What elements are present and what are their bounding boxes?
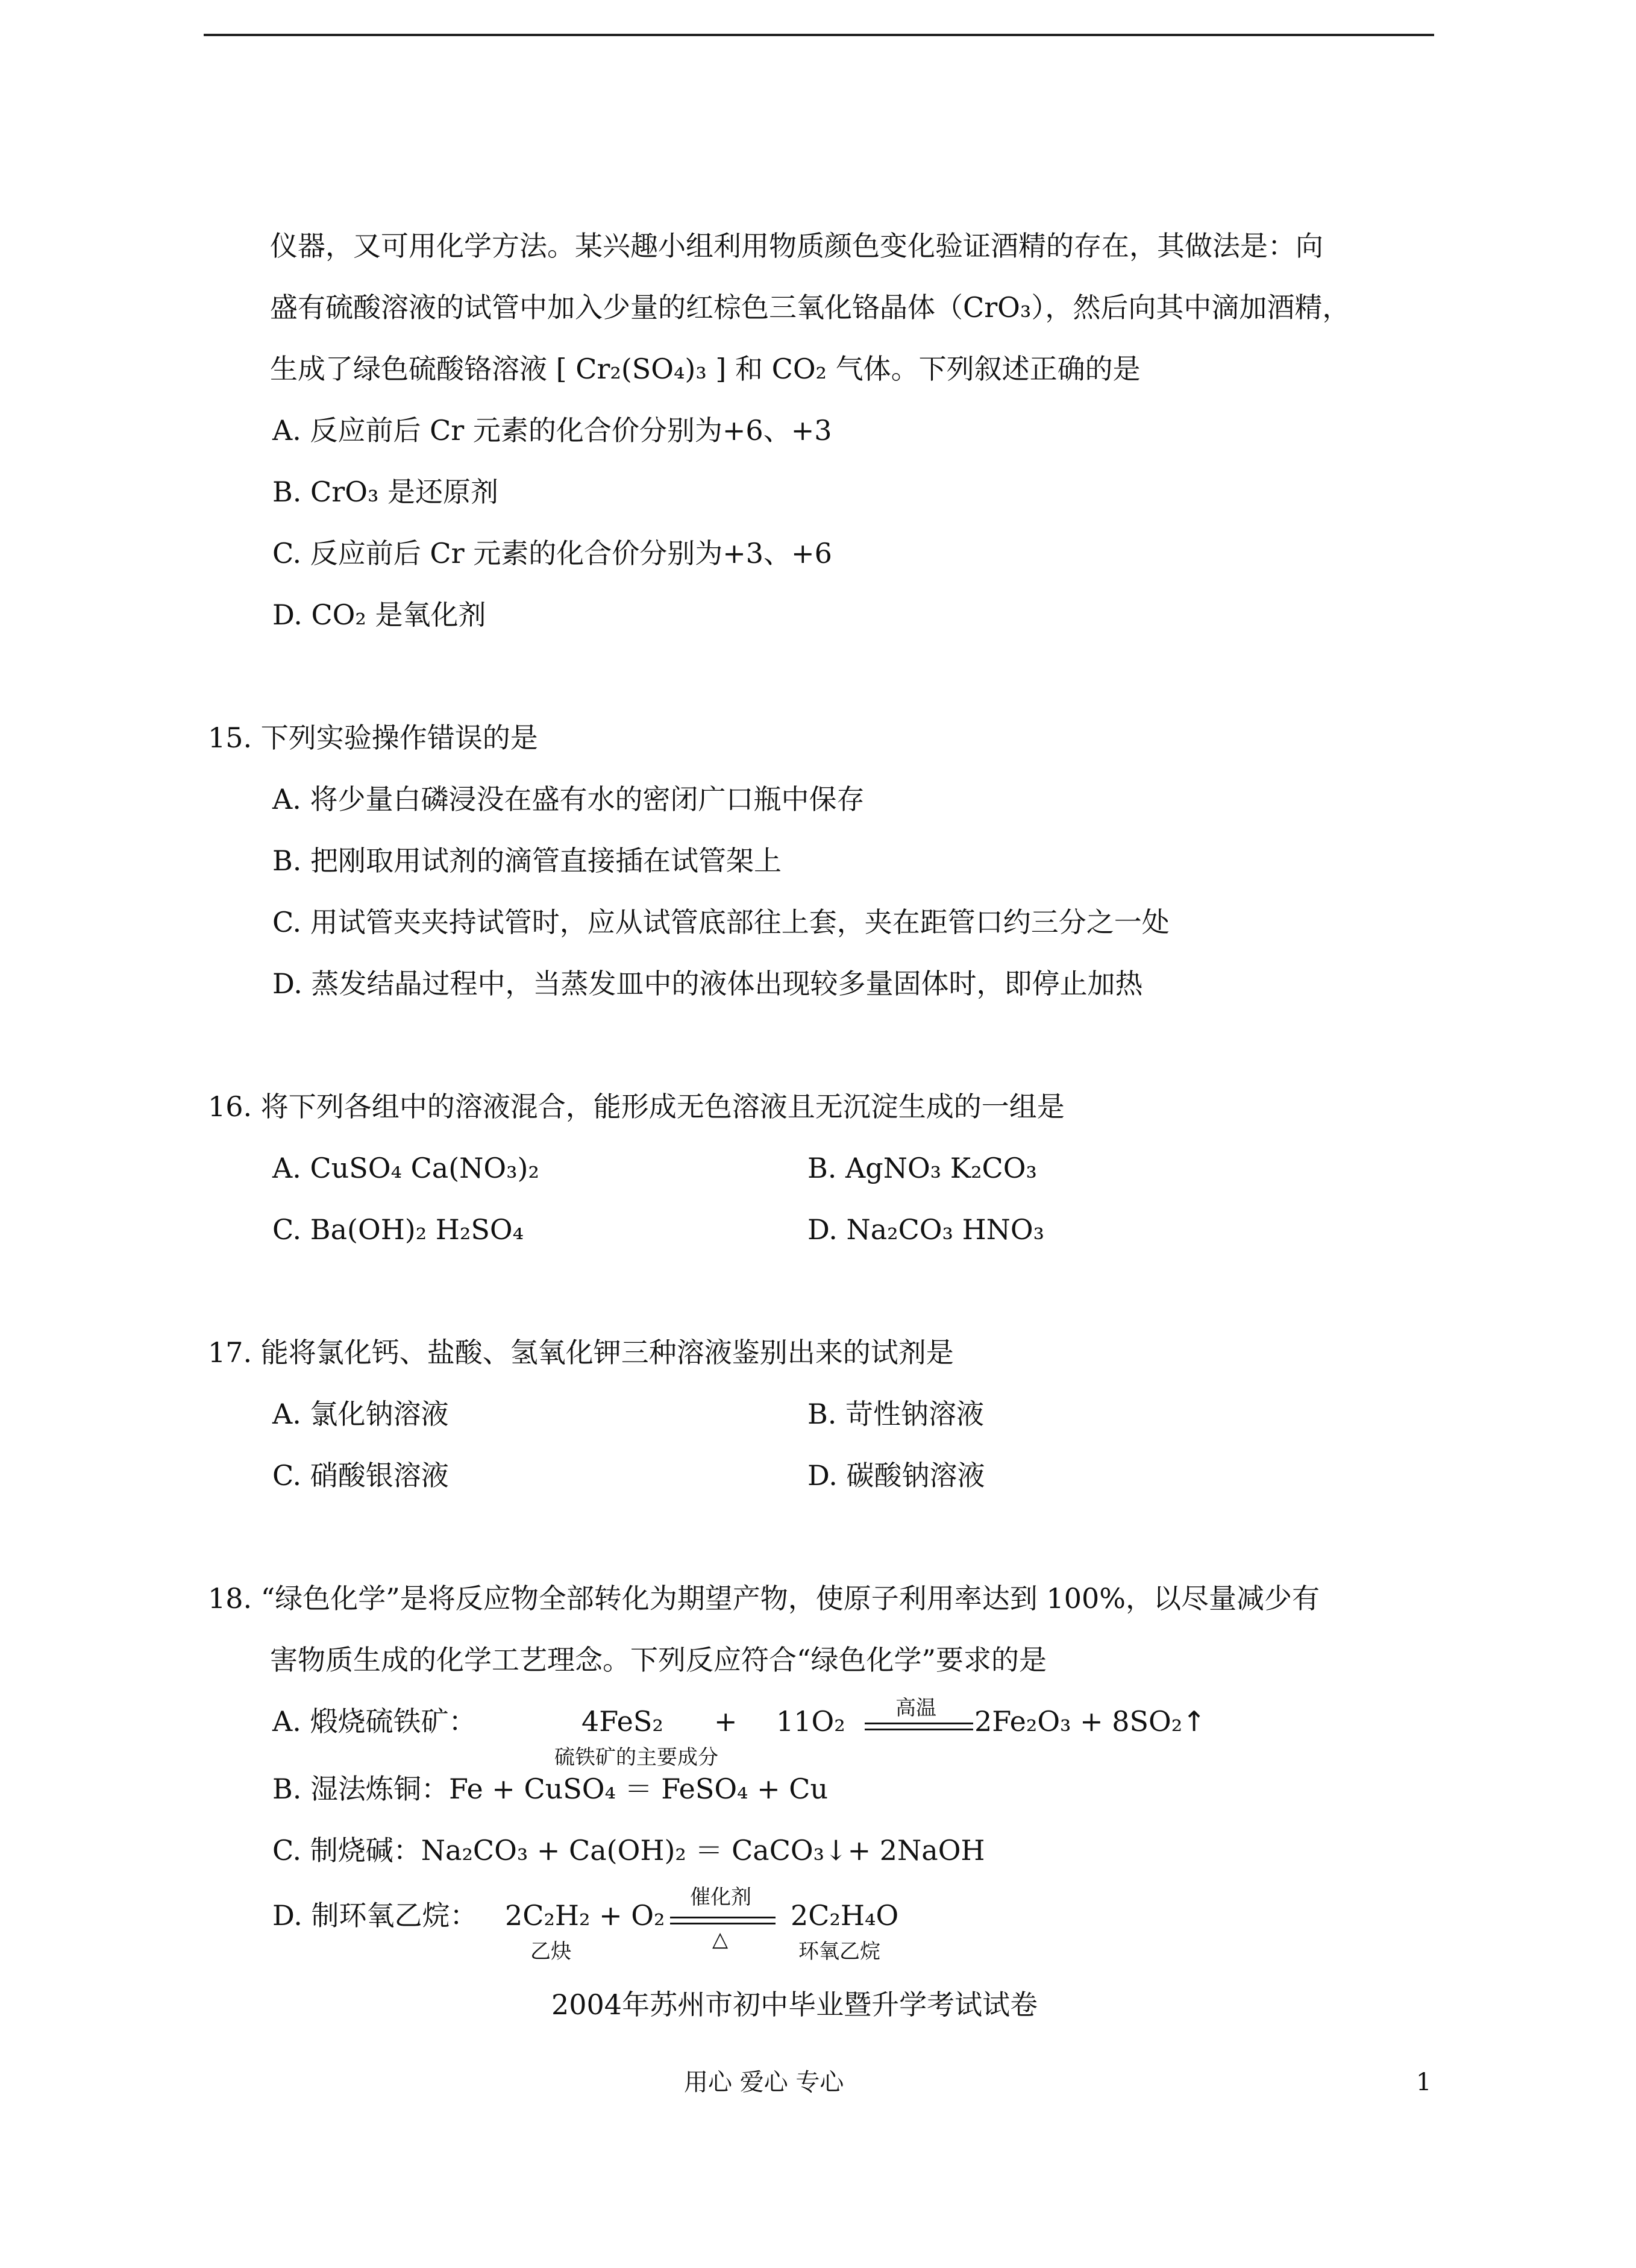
intro-option-c: C. 反应前后 Cr 元素的化合价分别为+3、+6 [272, 537, 832, 570]
q18-option-a-label: A. 煅烧硫铁矿： [272, 1705, 477, 1738]
q16-stem: 16. 将下列各组中的溶液混合，能形成无色溶液且无沉淀生成的一组是 [208, 1090, 1065, 1123]
intro-line-2: 盛有硫酸溶液的试管中加入少量的红棕色三氧化铬晶体（CrO₃），然后向其中滴加酒精， [270, 291, 1350, 324]
q18-stem-line-2: 害物质生成的化学工艺理念。下列反应符合“绿色化学”要求的是 [270, 1644, 1047, 1676]
q17-option-c: C. 硝酸银溶液 [272, 1459, 449, 1492]
q18-a-condition-high-temp: 高温 [895, 1696, 936, 1720]
exam-title: 2004年苏州市初中毕业暨升学考试试卷 [551, 1988, 1038, 2021]
q18-a-products: 2Fe₂O₃ + 8SO₂↑ [974, 1703, 1206, 1739]
q18-a-equals-bar-bottom [865, 1729, 973, 1730]
intro-option-b: B. CrO₃ 是还原剂 [272, 476, 499, 508]
q18-option-b: B. 湿法炼铜：Fe + CuSO₄ ＝ FeSO₄ + Cu [272, 1773, 829, 1805]
q17-option-b: B. 苛性钠溶液 [807, 1398, 985, 1430]
intro-option-a: A. 反应前后 Cr 元素的化合价分别为+6、+3 [272, 414, 832, 447]
gas-arrow-icon: ↑ [1182, 1705, 1206, 1738]
page-number: 1 [1416, 2069, 1432, 2096]
intro-option-d: D. CO₂ 是氧化剂 [272, 598, 486, 631]
q15-stem: 15. 下列实验操作错误的是 [208, 721, 538, 754]
q18-stem-line-1: 18. “绿色化学”是将反应物全部转化为期望产物，使原子利用率达到 100%，以尽量减少有 [208, 1582, 1320, 1615]
q18-d-product: 2C₂H₄O [791, 1899, 899, 1932]
q15-option-a: A. 将少量白磷浸没在盛有水的密闭广口瓶中保存 [272, 783, 865, 815]
q18-a-reactant-o2: 11O₂ [776, 1705, 845, 1738]
q18-a-reactant-fes2: 4FeS₂ [581, 1705, 663, 1738]
q16-option-b: B. AgNO₃ K₂CO₃ [807, 1152, 1037, 1184]
q18-d-note-ethylene-oxide: 环氧乙烷 [798, 1940, 880, 1964]
q18-a-note: 硫铁矿的主要成分 [554, 1745, 718, 1770]
q18-d-catalyst: 催化剂 [690, 1885, 751, 1909]
intro-line-3: 生成了绿色硫酸铬溶液 [ Cr₂(SO₄)₃ ] 和 CO₂ 气体。下列叙述正确的是 [270, 353, 1141, 385]
q16-option-d: D. Na₂CO₃ HNO₃ [807, 1213, 1045, 1246]
footer-motto: 用心 爱心 专心 [684, 2069, 844, 2096]
q18-a-plus: + [714, 1705, 738, 1738]
q17-stem: 17. 能将氯化钙、盐酸、氢氧化钾三种溶液鉴别出来的试剂是 [208, 1336, 954, 1369]
q18-d-equals-bar-top [670, 1917, 776, 1918]
q15-option-b: B. 把刚取用试剂的滴管直接插在试管架上 [272, 844, 782, 877]
intro-line-1: 仪器，又可用化学方法。某兴趣小组利用物质颜色变化验证酒精的存在，其做法是：向 [270, 230, 1323, 262]
q18-d-reactants: 2C₂H₂ + O₂ [505, 1899, 665, 1932]
q18-option-d-label: D. 制环氧乙烷： [272, 1899, 478, 1932]
q16-option-c: C. Ba(OH)₂ H₂SO₄ [272, 1213, 524, 1246]
q16-option-a: A. CuSO₄ Ca(NO₃)₂ [272, 1152, 539, 1184]
q18-d-note-acetylene: 乙炔 [530, 1940, 571, 1964]
q18-d-equals-bar-bottom [670, 1923, 776, 1924]
q17-option-d: D. 碳酸钠溶液 [807, 1459, 985, 1492]
q18-d-heat: △ [712, 1927, 729, 1952]
q18-option-c: C. 制烧碱：Na₂CO₃ + Ca(OH)₂ ＝ CaCO₃↓+ 2NaOH [272, 1834, 985, 1867]
header-rule [204, 34, 1434, 36]
q15-option-d: D. 蒸发结晶过程中，当蒸发皿中的液体出现较多量固体时，即停止加热 [272, 967, 1143, 1000]
q18-a-equals-bar-top [865, 1723, 973, 1724]
q17-option-a: A. 氯化钠溶液 [272, 1398, 449, 1430]
q15-option-c: C. 用试管夹夹持试管时，应从试管底部往上套，夹在距管口约三分之一处 [272, 906, 1170, 938]
